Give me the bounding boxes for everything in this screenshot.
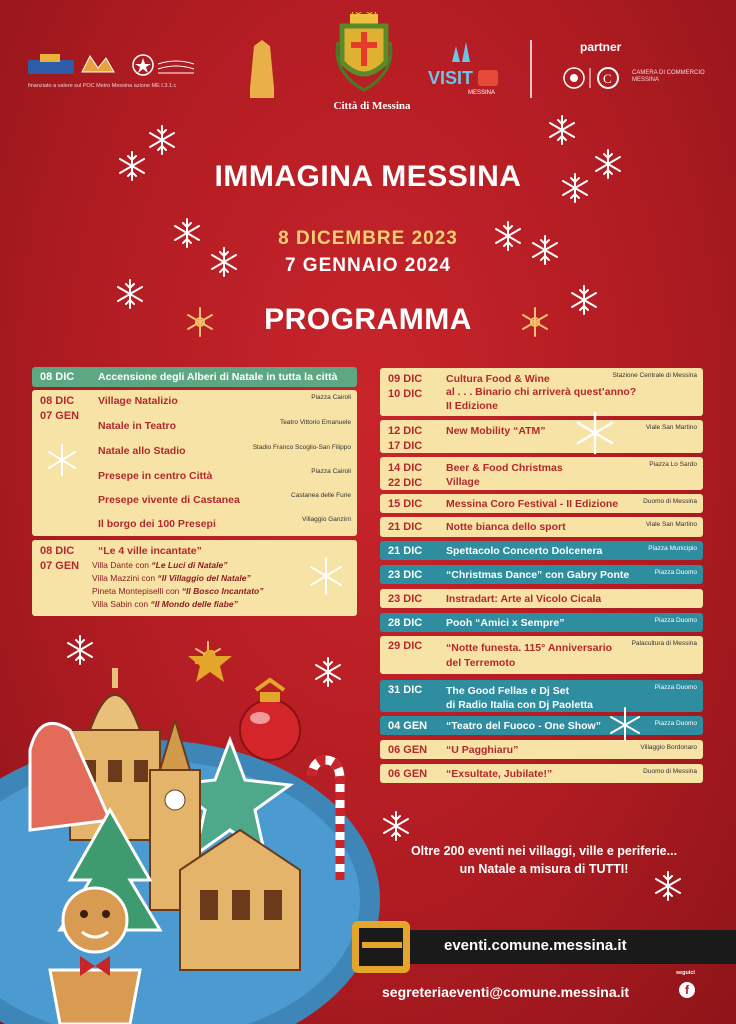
- christmas-cookies-illustration: [0, 650, 380, 1024]
- event-row: [380, 636, 703, 674]
- event-title: “Le 4 ville incantate”: [98, 545, 202, 557]
- event-location: Piazza Duomo: [654, 617, 697, 624]
- event-title: Natale allo Stadio: [98, 445, 186, 457]
- visit-sub: MESSINA: [468, 90, 496, 96]
- event-row: [380, 368, 703, 416]
- event-row: [380, 764, 703, 783]
- event-dates: 14 DIC 22 DIC: [388, 462, 423, 489]
- event-row: [380, 613, 703, 632]
- event-title: New Mobility “ATM”: [446, 425, 546, 437]
- event-location: Viale San Martino: [645, 424, 697, 431]
- event-title: Messina Coro Festival - II Edizione: [446, 498, 619, 510]
- event-title: Instradart: Arte al Vicolo Cicala: [446, 593, 602, 605]
- event-location: Teatro Vittorio Emanuele: [279, 419, 351, 426]
- snowflake-icon: [570, 408, 620, 458]
- camera-commercio-text: CAMERA DI COMMERCIO MESSINA: [632, 70, 705, 84]
- event-row: [380, 420, 703, 453]
- event-location: Villaggio Ganzirri: [301, 516, 351, 523]
- event-date: 21 DIC: [388, 545, 423, 557]
- snowflake-icon: [384, 812, 408, 840]
- event-date: 15 DIC: [388, 498, 423, 510]
- event-location: Piazza Cairoli: [311, 468, 351, 475]
- city-name: Città di Messina: [333, 100, 411, 112]
- event-date: 29 DIC: [388, 640, 423, 652]
- event-title: Spettacolo Concerto Dolcenera: [446, 545, 603, 557]
- snowflake-icon: [42, 440, 82, 480]
- funding-text: finanziato a valere sul POC Metro Messina azione ME I.3.1.c: [28, 83, 177, 89]
- event-title: Pooh “Amici x Sempre”: [446, 617, 565, 629]
- programma-complementare-logo: [28, 54, 74, 76]
- event-row: [32, 367, 357, 387]
- event-date: 28 DIC: [388, 617, 423, 629]
- event-title: “U Pagghiaru”: [446, 744, 519, 756]
- follow-label: seguici: [676, 970, 695, 976]
- messina-eventi-logo: [244, 38, 280, 102]
- event-row: [380, 541, 703, 560]
- event-title: “Teatro del Fuoco - One Show”: [446, 720, 601, 732]
- event-title: Notte bianca dello sport: [446, 521, 566, 533]
- event-title: “Notte funesta. 115° Anniversario del Terremoto: [446, 642, 613, 669]
- event-title: Presepe in centro Città: [98, 470, 213, 482]
- snowflake-icon: [304, 554, 348, 598]
- event-location: Piazza Duomo: [654, 684, 697, 691]
- event-location: Viale San Martino: [645, 521, 697, 528]
- partner-label: partner: [580, 40, 622, 54]
- event-date: 21 DIC: [388, 521, 423, 533]
- event-location: Palacultura di Messina: [631, 640, 697, 647]
- event-date: 06 GEN: [388, 744, 428, 756]
- header-divider: [530, 40, 532, 98]
- event-location: Stazione Centrale di Messina: [612, 372, 697, 379]
- event-date: 23 DIC: [388, 593, 423, 605]
- event-location: Piazza Municipio: [648, 545, 697, 552]
- main-title: IMMAGINA MESSINA: [214, 160, 522, 193]
- repubblica-emblem-icon: [132, 54, 154, 76]
- event-date: 08 DIC: [40, 371, 75, 383]
- event-title: Beer & Food Christmas Village: [446, 462, 563, 489]
- event-row: [380, 716, 703, 735]
- tagline: Oltre 200 eventi nei villaggi, ville e periferie... un Natale a misura di TUTTI!: [410, 844, 678, 877]
- date-end: 7 GENNAIO 2024: [284, 255, 452, 276]
- event-title: “Christmas Dance” con Gabry Ponte: [446, 569, 630, 581]
- snowflake-icon: [150, 126, 174, 154]
- event-location: Stadio Franco Scoglio-San Filippo: [252, 444, 351, 451]
- event-row: [380, 494, 703, 513]
- event-location: Villaggio Bordonaro: [640, 744, 697, 751]
- agenzia-coesione-logo: [156, 56, 196, 76]
- svg-text:C: C: [603, 71, 612, 86]
- city-crest-icon: [332, 12, 396, 98]
- belt-buckle-pin: [362, 942, 402, 948]
- event-row: [380, 565, 703, 584]
- event-title: Presepe vivente di Castanea: [98, 494, 240, 506]
- event-group: [32, 390, 357, 536]
- event-location: Piazza Cairoli: [311, 394, 351, 401]
- event-row: [380, 589, 703, 608]
- event-title: Il borgo dei 100 Presepi: [98, 518, 216, 530]
- event-row: [380, 740, 703, 759]
- event-location: Piazza Duomo: [654, 720, 697, 727]
- event-location: Piazza Lo Sardo: [649, 461, 697, 468]
- event-dates: 09 DIC 10 DIC: [388, 373, 423, 400]
- event-dates: 08 DIC 07 GEN: [40, 545, 80, 572]
- event-title: Natale in Teatro: [98, 420, 176, 432]
- event-dates: 08 DIC 07 GEN: [40, 395, 80, 422]
- ville-item: Pineta Montepiselli con “Il Bosco Incantato”: [92, 586, 264, 596]
- email-link[interactable]: segreteriaeventi@comune.messina.it: [382, 984, 630, 1000]
- event-group: [32, 540, 357, 616]
- ville-item: Villa Mazzini con “Il Villaggio del Natale”: [92, 573, 251, 583]
- facebook-icon[interactable]: f: [679, 982, 695, 998]
- event-row: [380, 517, 703, 537]
- event-location: Castanea delle Furie: [291, 492, 351, 499]
- ville-item: Villa Dante con “Le Luci di Natale”: [92, 560, 228, 570]
- event-date: 31 DIC: [388, 684, 423, 696]
- event-date: 04 GEN: [388, 720, 428, 732]
- event-row: [380, 457, 703, 490]
- website-link[interactable]: eventi.comune.messina.it: [444, 937, 627, 954]
- partner-logos: [562, 64, 628, 92]
- ville-item: Villa Sabin con “Il Mondo delle fiabe”: [92, 599, 238, 609]
- date-start: 8 DICEMBRE 2023: [278, 228, 458, 249]
- event-date: 23 DIC: [388, 569, 423, 581]
- snowflake-icon: [550, 116, 574, 144]
- event-row: [380, 680, 703, 712]
- visit-label: VISIT: [428, 68, 474, 88]
- event-location: Duomo di Messina: [643, 498, 697, 505]
- event-title: Village Natalizio: [98, 395, 178, 407]
- event-title: “Exsultate, Jubilate!”: [446, 768, 553, 780]
- metro-messina-logo: [80, 52, 116, 76]
- event-date: 06 GEN: [388, 768, 428, 780]
- event-location: Duomo di Messina: [643, 768, 697, 775]
- program-heading: PROGRAMMA: [264, 303, 472, 336]
- event-title: The Good Fellas e Dj Set di Radio Italia con Dj Paoletta: [446, 685, 594, 712]
- event-location: Piazza Duomo: [654, 569, 697, 576]
- event-dates: 12 DIC 17 DIC: [388, 425, 423, 452]
- visit-messina-logo: [426, 40, 502, 96]
- event-title: Accensione degli Alberi di Natale in tutta la città: [98, 371, 338, 383]
- event-title: Cultura Food & Wine al . . . Binario chi arriverà quest’anno? II Edizione: [446, 373, 637, 412]
